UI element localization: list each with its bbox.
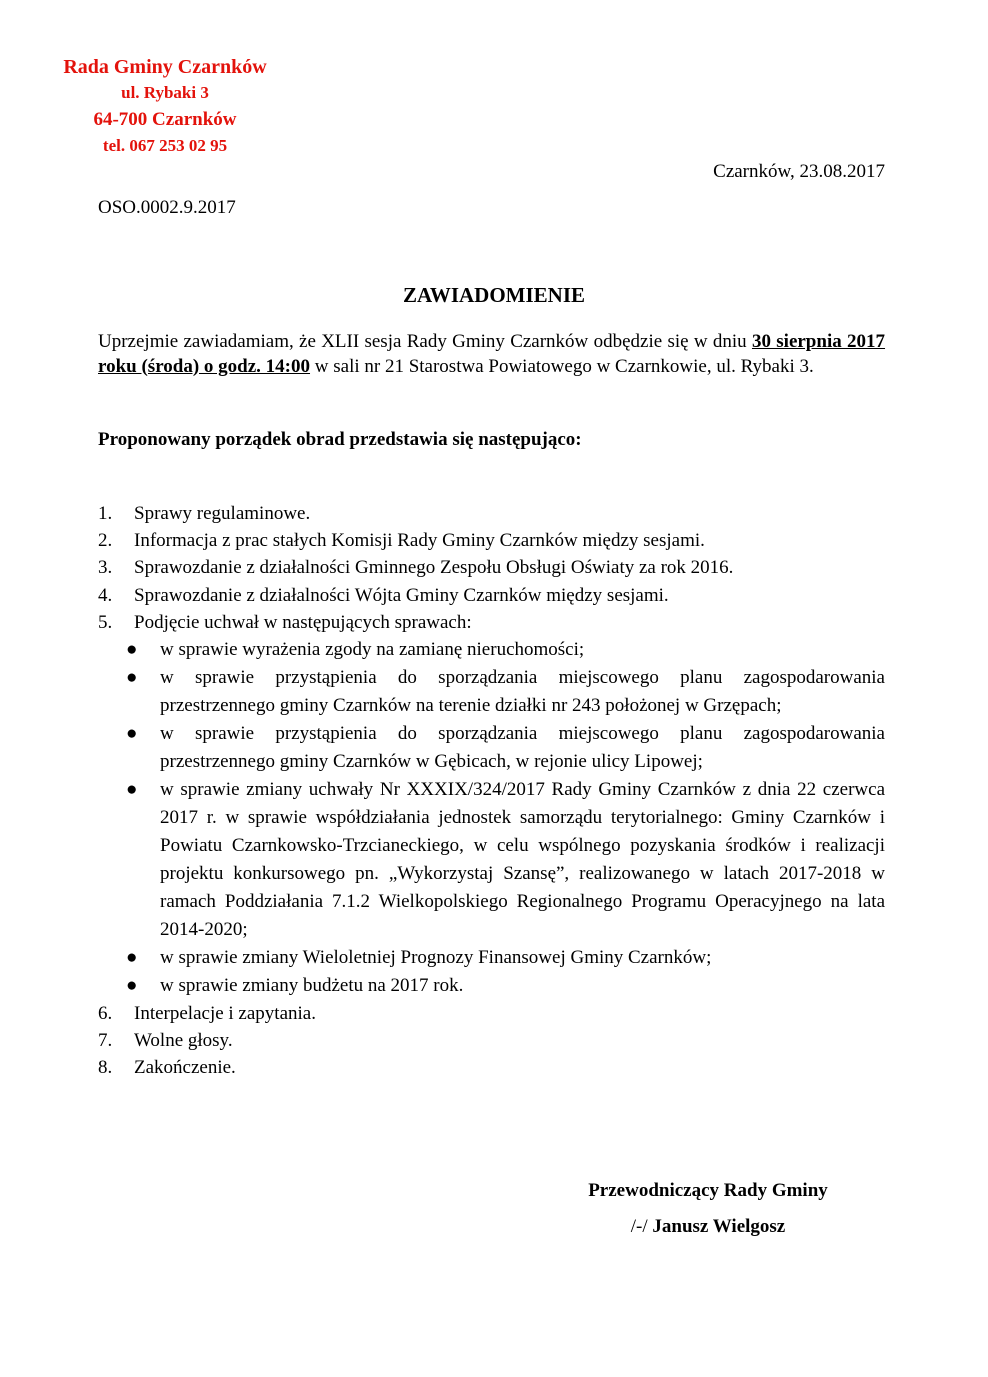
agenda-subitem-text: w sprawie wyrażenia zgody na zamianę nieruchomości; [160,639,585,661]
agenda-subitem [98,776,885,944]
bullet-icon: ● [126,779,138,801]
signature-line [548,1209,868,1245]
bullet-icon: ● [126,639,138,661]
agenda-item-number: 1. [98,503,113,524]
agenda-item-number: 2. [98,530,113,552]
agenda-item-number: 7. [98,1030,113,1052]
agenda-subitem-text: w sprawie zmiany budżetu na 2017 rok. [160,975,464,997]
agenda-item-number: 8. [98,1057,113,1079]
signature-role: Przewodniczący Rady Gminy [588,1180,828,1201]
agenda-item-text: Informacja z prac stałych Komisji Rady Gminy Czarnków między sesjami. [134,530,705,552]
sender-block [40,54,290,159]
agenda-item [98,500,885,527]
agenda-subitem-text: w sprawie zmiany Wieloletniej Prognozy Finansowej Gminy Czarnków; [160,947,712,969]
agenda-subitem-text: w sprawie zmiany uchwały Nr XXXIX/324/2017 Rady Gminy Czarnków z dnia 22 czerwca 2017 r. w sprawie współdziałania jednostek samorządu terytorialnego: Gminy Czarnków i Powiatu Czarnkowsko-Trzcianeckiego, w celu wspólnego pozyskania środków i realizacji projektu konkursowego pn. „Wykorzystaj Szansę”, realizowanego w latach 2017-2018 w ramach Poddziałania 7.1.2 Wielkopolskiego Regionalnego Programu Operacyjnego na lata 2014-2020; [160,779,885,941]
agenda-item [98,527,885,554]
bullet-icon: ● [126,667,138,689]
agenda-item [98,582,885,609]
intro-before: Uprzejmie zawiadamiam, że XLII sesja Rady Gminy Czarnków odbędzie się w dniu [98,331,747,352]
agenda-item-text: Podjęcie uchwał w następujących sprawach: [134,611,472,633]
bullet-icon: ● [126,975,138,997]
sender-city: 64-700 Czarnków [93,109,237,130]
agenda-item [98,554,885,581]
sender-organization: Rada Gminy Czarnków [63,56,267,78]
agenda-item-text: Sprawozdanie z działalności Wójta Gminy Czarnków między sesjami. [134,584,669,606]
agenda-subitem [98,720,885,776]
agenda-item-number: 4. [98,584,113,606]
signature-name: Janusz Wielgosz [652,1216,786,1237]
agenda-subitem [98,636,885,664]
reference-number: OSO.0002.9.2017 [98,197,236,218]
agenda-subitem [98,944,885,972]
agenda-subitem [98,972,885,1000]
agenda-item [98,609,885,636]
bullet-icon: ● [126,947,138,969]
agenda-item-text: Wolne głosy. [134,1030,233,1052]
agenda-item-text: Interpelacje i zapytania. [134,1003,316,1025]
intro-paragraph [98,330,885,379]
agenda-heading: Proponowany porządek obrad przedstawia się następująco: [98,429,582,450]
agenda-item [98,1054,885,1081]
agenda-subitems [98,636,885,1000]
signature-prefix: /-/ [630,1216,648,1237]
agenda-item-text: Sprawy regulaminowe. [134,503,311,524]
agenda-item-text: Zakończenie. [134,1057,236,1079]
bullet-icon: ● [126,723,138,745]
agenda-subitem-text: w sprawie przystąpienia do sporządzania miejscowego planu zagospodarowania przestrzennego gminy Czarnków na terenie działki nr 243 położonej w Grzępach; [160,667,885,717]
agenda-item [98,1000,885,1027]
place-date: Czarnków, 23.08.2017 [713,161,885,182]
agenda-subitem-text: w sprawie przystąpienia do sporządzania miejscowego planu zagospodarowania przestrzennego gminy Czarnków w Gębicach, w rejonie ulicy Lipowej; [160,723,885,773]
document-title: ZAWIADOMIENIE [402,283,586,307]
agenda-item-number: 5. [98,611,113,633]
agenda-item-number: 3. [98,557,113,579]
intro-after: w sali nr 21 Starostwa Powiatowego w Czarnkowie, ul. Rybaki 3. [314,355,814,377]
meeting-datetime: 30 sierpnia 2017 roku (środa) o godz. 14:00 [98,331,886,377]
sender-street: ul. Rybaki 3 [121,83,209,102]
agenda-item-number: 6. [98,1003,113,1025]
sender-phone: tel. 067 253 02 95 [102,136,228,155]
agenda-subitem [98,664,885,720]
agenda-item [98,1027,885,1054]
agenda-item-text: Sprawozdanie z działalności Gminnego Zespołu Obsługi Oświaty za rok 2016. [134,557,734,579]
agenda-list [98,500,885,1082]
signature-block [548,1173,868,1245]
